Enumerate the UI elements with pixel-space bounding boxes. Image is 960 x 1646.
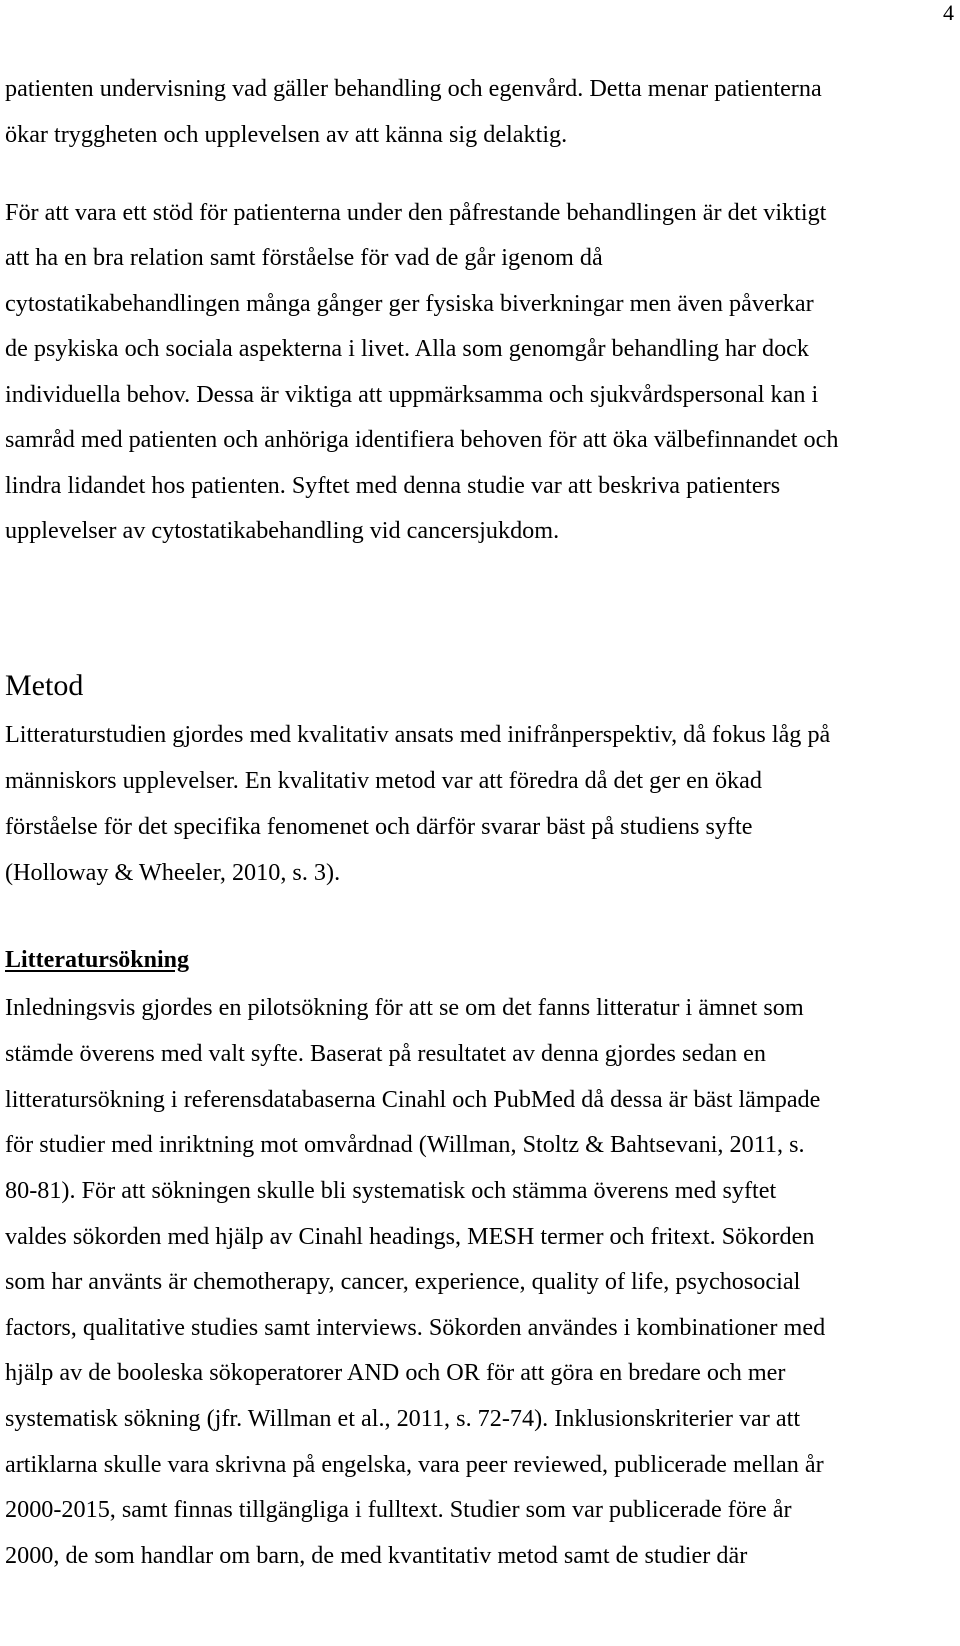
text-line: förståelse för det specifika fenomenet och därför svarar bäst på studiens syfte [5,813,753,840]
text-line: 2000-2015, samt finnas tillgängliga i fulltext. Studier som var publicerade före år [5,1496,792,1523]
text-line: för studier med inriktning mot omvårdnad (Willman, Stoltz & Bahtsevani, 2011, s. [5,1131,805,1158]
text-line: 2000, de som handlar om barn, de med kvantitativ metod samt de studier där [5,1542,748,1569]
text-line: de psykiska och sociala aspekterna i livet. Alla som genomgår behandling har dock [5,335,810,362]
text-line: individuella behov. Dessa är viktiga att uppmärksamma och sjukvårdspersonal kan i [5,381,819,408]
text-line: att ha en bra relation samt förståelse för vad de går igenom då [5,244,603,271]
text-line: samråd med patienten och anhöriga identifiera behoven för att öka välbefinnandet och [5,426,839,453]
text-line: patienten undervisning vad gäller behandling och egenvård. Detta menar patienterna [5,75,822,102]
text-line: valdes sökorden med hjälp av Cinahl headings, MESH termer och fritext. Sökorden [5,1223,815,1250]
text-line: Inledningsvis gjordes en pilotsökning för att se om det fanns litteratur i ämnet som [5,994,804,1021]
text-line: systematisk sökning (jfr. Willman et al., 2011, s. 72-74). Inklusionskriterier var att [5,1405,801,1432]
subsection-heading-litteratursokning: Litteratursökning [5,947,190,973]
text-line: som har använts är chemotherapy, cancer, experience, quality of life, psychosocial [5,1268,801,1295]
text-line: stämde överens med valt syfte. Baserat på resultatet av denna gjordes sedan en [5,1040,766,1067]
text-line: ökar tryggheten och upplevelsen av att känna sig delaktig. [5,121,568,148]
text-line: lindra lidandet hos patienten. Syftet med denna studie var att beskriva patienters [5,472,781,499]
text-line: upplevelser av cytostatikabehandling vid cancersjukdom. [5,517,560,544]
section-heading-metod: Metod [5,669,84,702]
text-line: hjälp av de booleska sökoperatorer AND och OR för att göra en bredare och mer [5,1359,786,1386]
text-line: (Holloway & Wheeler, 2010, s. 3). [5,859,341,886]
text-line: 80-81). För att sökningen skulle bli systematisk och stämma överens med syftet [5,1177,777,1204]
text-line: artiklarna skulle vara skrivna på engelska, vara peer reviewed, publicerade mellan år [5,1451,824,1478]
text-line: cytostatikabehandlingen många gånger ger fysiska biverkningar men även påverkar [5,290,814,317]
text-line: För att vara ett stöd för patienterna under den påfrestande behandlingen är det viktigt [5,199,827,226]
text-line: Litteraturstudien gjordes med kvalitativ ansats med inifrånperspektiv, då fokus låg på [5,721,831,748]
text-line: människors upplevelser. En kvalitativ metod var att föredra då det ger en ökad [5,767,762,794]
text-line: factors, qualitative studies samt interviews. Sökorden användes i kombinationer med [5,1314,826,1341]
text-line: litteratursökning i referensdatabaserna Cinahl och PubMed då dessa är bäst lämpade [5,1086,821,1113]
page-number: 4 [943,0,954,25]
